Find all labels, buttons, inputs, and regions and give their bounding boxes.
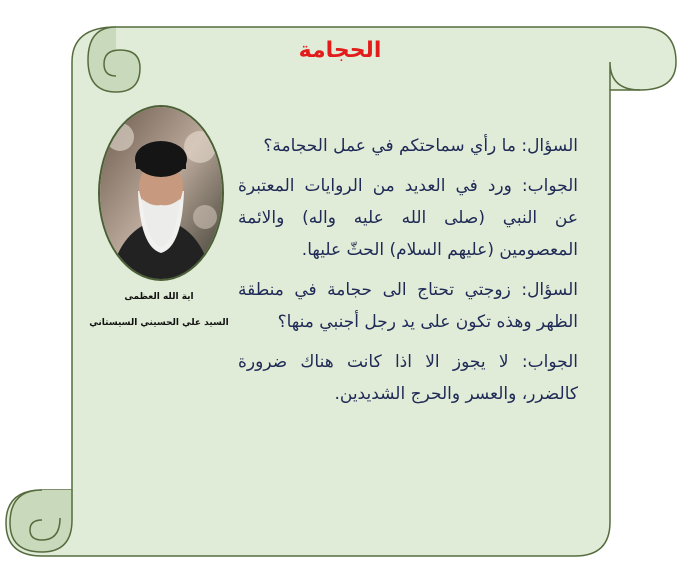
portrait-picture [100, 107, 222, 279]
qa-content [238, 130, 578, 418]
portrait-image [98, 105, 224, 281]
answer-1: الجواب: ورد في العديد من الروايات المعتبرة عن النبي (صلى الله عليه واله) والائمة المعصومين (عليهم السلام) الحثّ عليها. [238, 176, 578, 260]
caption-title: اية الله العظمى [124, 292, 194, 302]
question-1: السؤال: ما رأي سماحتكم في عمل الحجامة؟ [263, 136, 578, 156]
question-2: السؤال: زوجتي تحتاج الى حجامة في منطقة الظهر وهذه تكون على يد رجل أجنبي منها؟ [238, 280, 578, 332]
page-title: الحجامة [298, 38, 382, 63]
caption-name: السيد علي الحسيني السيستاني [89, 318, 229, 328]
scroll-curl-bottom [10, 490, 72, 552]
answer-2: الجواب: لا يجوز الا اذا كانت هناك ضرورة كالضرر، والعسر والحرج الشديدين. [238, 352, 578, 404]
